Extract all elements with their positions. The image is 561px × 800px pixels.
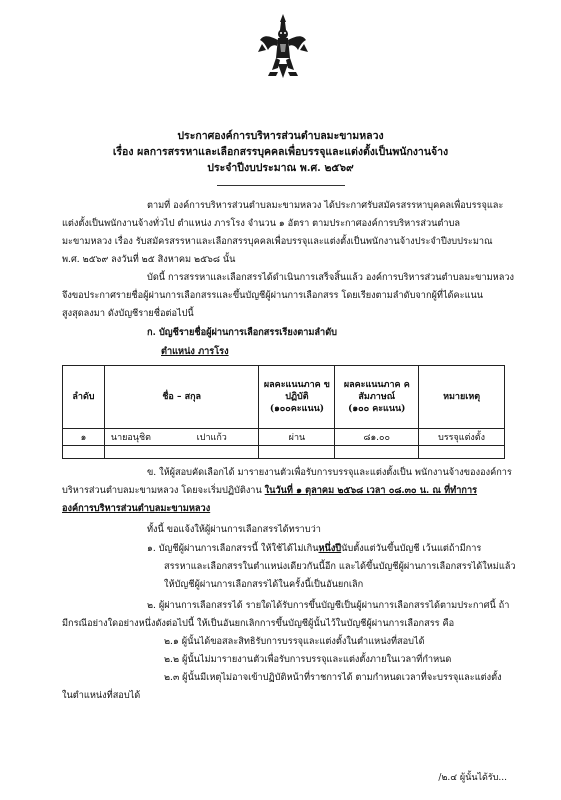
header-interview-l1: ผลคะแนนภาค ค: [343, 380, 410, 390]
empty-cell: [419, 446, 505, 459]
continuation-note: /๒.๔ ผู้นั้นได้รับ...: [438, 773, 507, 783]
header-interview: [335, 366, 419, 429]
intro-line: สูงสุดลงมา ดังบัญชีรายชื่อต่อไปนี้: [62, 308, 194, 319]
notes-intro: ทั้งนี้ ขอแจ้งให้ผู้ผ่านการเลือกสรรได้ทราบว่า: [147, 524, 321, 535]
empty-cell: [63, 446, 105, 459]
cell-remark: บรรจุแต่งตั้ง: [419, 429, 505, 446]
table-header-row: [63, 366, 505, 429]
section-b-text: บริหารส่วนตำบลมะขามหลวง โดยจะเริ่มปฏิบัติงาน: [62, 485, 265, 496]
cell-last-name: เปาแก้ว: [196, 433, 227, 443]
cell-interview: ๘๑.๐๐: [335, 429, 419, 446]
table-row: [63, 429, 505, 446]
table-row-empty: [63, 446, 505, 459]
section-b-line: ข. ให้ผู้สอบคัดเลือกได้ มารายงานตัวเพื่อรับการบรรจุและแต่งตั้งเป็น พนักงานจ้างขององค์การ: [147, 467, 512, 478]
note-2-line: มีกรณีอย่างใดอย่างหนึ่งดังต่อไปนี้ ให้เป็นอันยกเลิกการขึ้นบัญชีผู้นั้นไว้ในบัญชีผู้ผ่านการเลือกสรร คือ: [62, 618, 455, 629]
position-label: ตำแหน่ง ภารโรง: [161, 346, 229, 357]
header-practical-l1: ผลคะแนนภาค ข: [263, 380, 330, 390]
header-name: ชื่อ – สกุล: [104, 366, 259, 429]
intro-line: แต่งตั้งเป็นพนักงานจ้างทั่วไป ตำแหน่ง ภารโรง จำนวน ๑ อัตรา ตามประกาศองค์การบริหารส่วนตำบล: [62, 218, 460, 229]
empty-cell: [335, 446, 419, 459]
cell-name: [104, 429, 259, 446]
note-2-line: ๒. ผู้ผ่านการเลือกสรรได้ รายใดได้รับการขึ้นบัญชีเป็นผู้ผ่านการเลือกสรรได้ตามประกาศนี้ ถ้า: [147, 600, 510, 611]
note-2-3: ในตำแหน่งที่สอบได้: [62, 690, 141, 701]
note-1-line: ให้บัญชีผู้ผ่านการเลือกสรรได้ในครั้งนี้เป็นอันยกเลิก: [164, 579, 364, 590]
header-interview-l2: สัมภาษณ์: [358, 392, 396, 402]
intro-line: จึงขอประกาศรายชื่อผู้ผ่านการเลือกสรรและขึ้นบัญชีผู้ผ่านการเลือกสรร โดยเรียงตามลำดับจากผู้ที่ได้คะแนน: [62, 290, 484, 301]
header-rank: ลำดับ: [63, 366, 105, 429]
section-b-line: [62, 485, 477, 497]
empty-cell: [104, 446, 259, 459]
note-2-3: ๒.๓ ผู้นั้นมีเหตุไม่อาจเข้าปฏิบัติหน้าที่ราชการได้ ตามกำหนดเวลาที่จะบรรจุและแต่งตั้ง: [164, 672, 502, 683]
note-2-2: ๒.๒ ผู้นั้นไม่มารายงานตัวเพื่อรับการบรรจุและแต่งตั้งภายในเวลาที่กำหนด: [164, 654, 452, 665]
intro-line: ตามที่ องค์การบริหารส่วนตำบลมะขามหลวง ได้ประกาศรับสมัครสรรหาบุคคลเพื่อบรรจุและ: [147, 200, 504, 211]
cell-rank: ๑: [63, 429, 105, 446]
section-a-heading: ก. บัญชีรายชื่อผู้ผ่านการเลือกสรรเรียงตามลำดับ: [147, 327, 337, 338]
office-location: องค์การบริหารส่วนตำบลมะขามหลวง: [62, 503, 211, 514]
note-1-text: ๑. บัญชีผู้ผ่านการเลือกสรรนี้ ให้ใช้ได้ไม่เกิน: [147, 543, 319, 554]
cell-first-name: นายอนุชิต: [110, 433, 151, 443]
header-practical: [259, 366, 335, 429]
note-1-line: สรรหาและเลือกสรรในตำแหน่งเดียวกันนี้อีก และได้ขึ้นบัญชีผู้ผ่านการเลือกสรรได้ใหม่แล้ว: [164, 561, 516, 572]
note-1-text: นับตั้งแต่วันขึ้นบัญชี เว้นแต่ถ้ามีการ: [341, 543, 482, 554]
note-1-line: [147, 543, 481, 555]
header-interview-l3: (๑๐๐ คะแนน): [348, 404, 406, 414]
intro-line: พ.ศ. ๒๕๖๙ ลงวันที่ ๒๕ สิงหาคม ๒๕๖๘ นั้น: [62, 254, 236, 265]
header-remark: หมายเหตุ: [419, 366, 505, 429]
note-2-1: ๒.๑ ผู้นั้นได้ขอสละสิทธิรับการบรรจุและแต่งตั้งในตำแหน่งที่สอบได้: [164, 636, 425, 647]
note-1-emphasis: หนึ่งปี: [318, 543, 342, 554]
announcement-subject: เรื่อง ผลการสรรหาและเลือกสรรบุคคลเพื่อบรรจุและแต่งตั้งเป็นพนักงานจ้าง: [112, 146, 449, 158]
intro-line: มะขามหลวง เรื่อง รับสมัครสรรหาและเลือกสรรบุคคลเพื่อบรรจุและแต่งตั้งเป็นพนักงานจ้างประจำปีงบประมาณ: [62, 236, 493, 247]
garuda-emblem-icon: [258, 12, 308, 82]
empty-cell: [259, 446, 335, 459]
header-practical-l2: ปฏิบัติ: [285, 392, 309, 402]
cell-practical: ผ่าน: [259, 429, 335, 446]
intro-line: บัดนี้ การสรรหาและเลือกสรรได้ดำเนินการเสร็จสิ้นแล้ว องค์การบริหารส่วนตำบลมะขามหลวง: [147, 272, 514, 283]
results-table: [62, 365, 505, 459]
fiscal-year: ประจำปีงบประมาณ พ.ศ. ๒๕๖๙: [207, 162, 354, 174]
start-date-text: ในวันที่ ๑ ตุลาคม ๒๕๖๘ เวลา ๐๘.๓๐ น. ณ ที่ทำการ: [264, 485, 478, 496]
announcement-title: ประกาศองค์การบริหารส่วนตำบลมะขามหลวง: [177, 130, 384, 142]
header-practical-l3: (๑๐๐คะแนน): [269, 404, 325, 414]
title-underline: [217, 185, 345, 186]
